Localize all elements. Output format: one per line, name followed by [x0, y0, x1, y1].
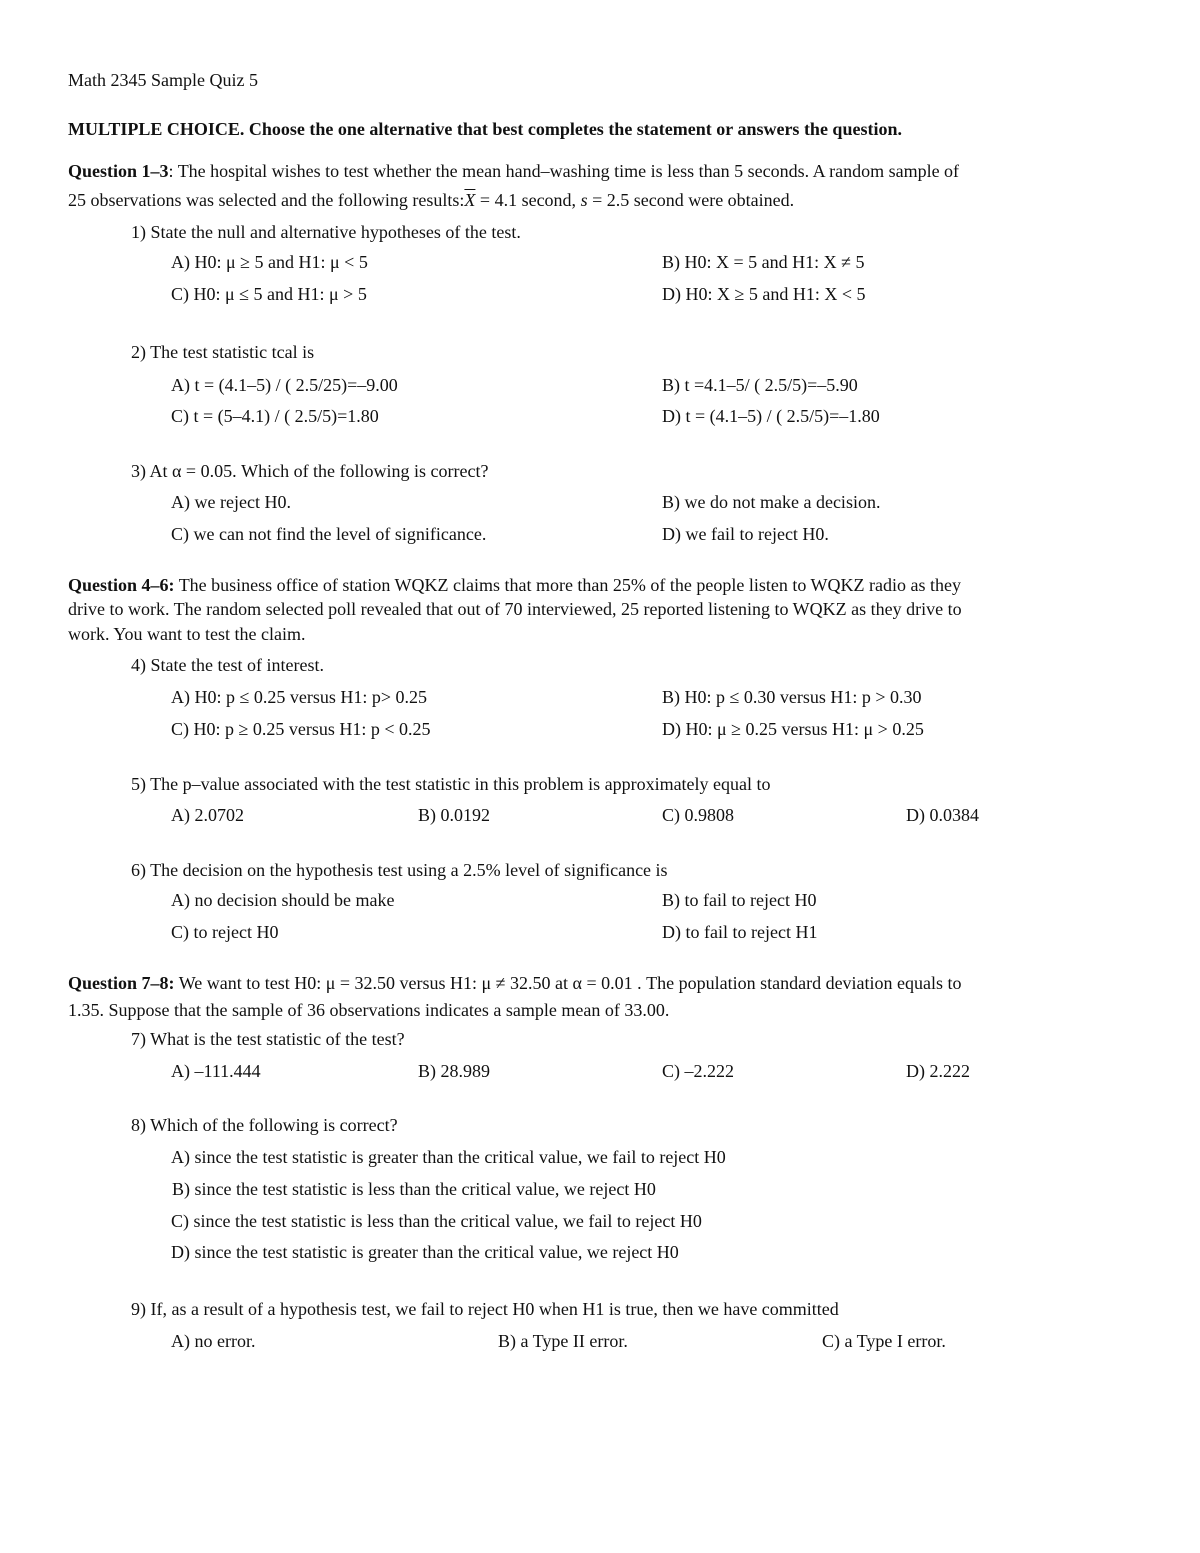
- question-3-option-d[interactable]: D) we fail to reject H0.: [662, 524, 829, 544]
- question-7-8-intro-line-1: [68, 973, 962, 995]
- question-8-option-d[interactable]: D) since the test statistic is greater than the critical value, we reject H0: [171, 1242, 679, 1262]
- question-3-option-c[interactable]: C) we can not find the level of significance.: [171, 524, 487, 544]
- question-8-option-c[interactable]: C) since the test statistic is less than the critical value, we fail to reject H0: [171, 1211, 702, 1231]
- question-8-option-a[interactable]: A) since the test statistic is greater than the critical value, we fail to reject H0: [171, 1147, 726, 1167]
- question-1-3-intro-line-2: [68, 190, 794, 212]
- question-7-option-d[interactable]: D) 2.222: [906, 1061, 970, 1081]
- question-7-option-c[interactable]: C) –2.222: [662, 1061, 734, 1081]
- question-1-option-c[interactable]: C) H0: μ ≤ 5 and H1: μ > 5: [171, 284, 367, 304]
- instruction-heading: MULTIPLE CHOICE.: [68, 119, 245, 139]
- question-3-stem: 3) At α = 0.05. Which of the following is correct?: [131, 461, 489, 481]
- instructions: [68, 119, 902, 141]
- question-4-6-label: Question 4–6:: [68, 575, 175, 595]
- question-6-option-d[interactable]: D) to fail to reject H1: [662, 922, 818, 942]
- question-9-stem: 9) If, as a result of a hypothesis test, we fail to reject H0 when H1 is true, then we have committed: [131, 1299, 839, 1319]
- question-2-stem: 2) The test statistic tcal is: [131, 342, 315, 362]
- question-6-option-a[interactable]: A) no decision should be make: [171, 890, 395, 910]
- question-9-option-a[interactable]: A) no error.: [171, 1331, 256, 1351]
- question-2-option-d[interactable]: D) t = (4.1–5) / ( 2.5/5)=–1.80: [662, 406, 880, 426]
- question-8-stem: 8) Which of the following is correct?: [131, 1115, 398, 1135]
- page-title: Math 2345 Sample Quiz 5: [68, 70, 258, 90]
- question-2-option-a[interactable]: A) t = (4.1–5) / ( 2.5/25)=–9.00: [171, 375, 398, 395]
- question-7-8-text-1: We want to test H0: μ = 32.50 versus H1: μ ≠ 32.50 at α = 0.01 . The population standard deviation equals to: [174, 973, 962, 993]
- question-7-option-b[interactable]: B) 28.989: [418, 1061, 490, 1081]
- question-4-6-intro-line-2: drive to work. The random selected poll revealed that out of 70 interviewed, 25 reported listening to WQKZ as they drive to: [68, 599, 962, 619]
- question-7-8-label: Question 7–8:: [68, 973, 175, 993]
- question-1-option-a[interactable]: A) H0: μ ≥ 5 and H1: μ < 5: [171, 252, 368, 272]
- question-1-option-d[interactable]: D) H0: X ≥ 5 and H1: X < 5: [662, 284, 866, 304]
- sample-mean-symbol: $\overline{X}$: [464, 190, 476, 210]
- sample-sd-value: = 2.5 second were obtained.: [587, 190, 795, 210]
- question-7-option-a[interactable]: A) –111.444: [171, 1061, 261, 1081]
- question-5-stem: 5) The p–value associated with the test statistic in this problem is approximately equal to: [131, 774, 771, 794]
- question-4-6-text-1: The business office of station WQKZ claims that more than 25% of the people listen to WQKZ radio as they: [174, 575, 962, 595]
- question-1-3-intro-line-1: [68, 161, 959, 183]
- question-6-option-b[interactable]: B) to fail to reject H0: [662, 890, 817, 910]
- question-4-6-intro-line-1: [68, 575, 961, 597]
- question-9-option-b[interactable]: B) a Type II error.: [498, 1331, 628, 1351]
- question-1-stem: 1) State the null and alternative hypotheses of the test.: [131, 222, 521, 242]
- question-5-option-d[interactable]: D) 0.0384: [906, 805, 979, 825]
- question-3-option-b[interactable]: B) we do not make a decision.: [662, 492, 881, 512]
- question-1-option-b[interactable]: B) H0: X = 5 and H1: X ≠ 5: [662, 252, 865, 272]
- question-4-option-a[interactable]: A) H0: p ≤ 0.25 versus H1: p> 0.25: [171, 687, 428, 707]
- question-6-stem: 6) The decision on the hypothesis test using a 2.5% level of significance is: [131, 860, 668, 880]
- question-1-3-text-2: 25 observations was selected and the following results:: [68, 190, 465, 210]
- question-4-option-c[interactable]: C) H0: p ≥ 0.25 versus H1: p < 0.25: [171, 719, 431, 739]
- sample-sd-symbol: s: [580, 190, 588, 210]
- question-5-option-a[interactable]: A) 2.0702: [171, 805, 244, 825]
- question-4-option-b[interactable]: B) H0: p ≤ 0.30 versus H1: p > 0.30: [662, 687, 922, 707]
- question-7-stem: 7) What is the test statistic of the test?: [131, 1029, 405, 1049]
- question-1-3-text: : The hospital wishes to test whether the mean hand–washing time is less than 5 seconds. A random sample of: [168, 161, 960, 181]
- question-6-option-c[interactable]: C) to reject H0: [171, 922, 279, 942]
- question-3-option-a[interactable]: A) we reject H0.: [171, 492, 291, 512]
- question-8-option-b[interactable]: B) since the test statistic is less than the critical value, we reject H0: [172, 1179, 656, 1199]
- question-9-option-c[interactable]: C) a Type I error.: [822, 1331, 946, 1351]
- instruction-text: Choose the one alternative that best completes the statement or answers the question.: [248, 119, 902, 139]
- question-1-3-label: Question 1–3: [68, 161, 169, 181]
- question-7-8-intro-line-2: 1.35. Suppose that the sample of 36 observations indicates a sample mean of 33.00.: [68, 1000, 670, 1020]
- question-5-option-c[interactable]: C) 0.9808: [662, 805, 734, 825]
- question-2-option-c[interactable]: C) t = (5–4.1) / ( 2.5/5)=1.80: [171, 406, 379, 426]
- question-2-option-b[interactable]: B) t =4.1–5/ ( 2.5/5)=–5.90: [662, 375, 858, 395]
- question-4-6-intro-line-3: work. You want to test the claim.: [68, 624, 306, 644]
- sample-mean-value: = 4.1 second,: [475, 190, 577, 210]
- question-4-option-d[interactable]: D) H0: μ ≥ 0.25 versus H1: μ > 0.25: [662, 719, 924, 739]
- question-4-stem: 4) State the test of interest.: [131, 655, 324, 675]
- question-5-option-b[interactable]: B) 0.0192: [418, 805, 490, 825]
